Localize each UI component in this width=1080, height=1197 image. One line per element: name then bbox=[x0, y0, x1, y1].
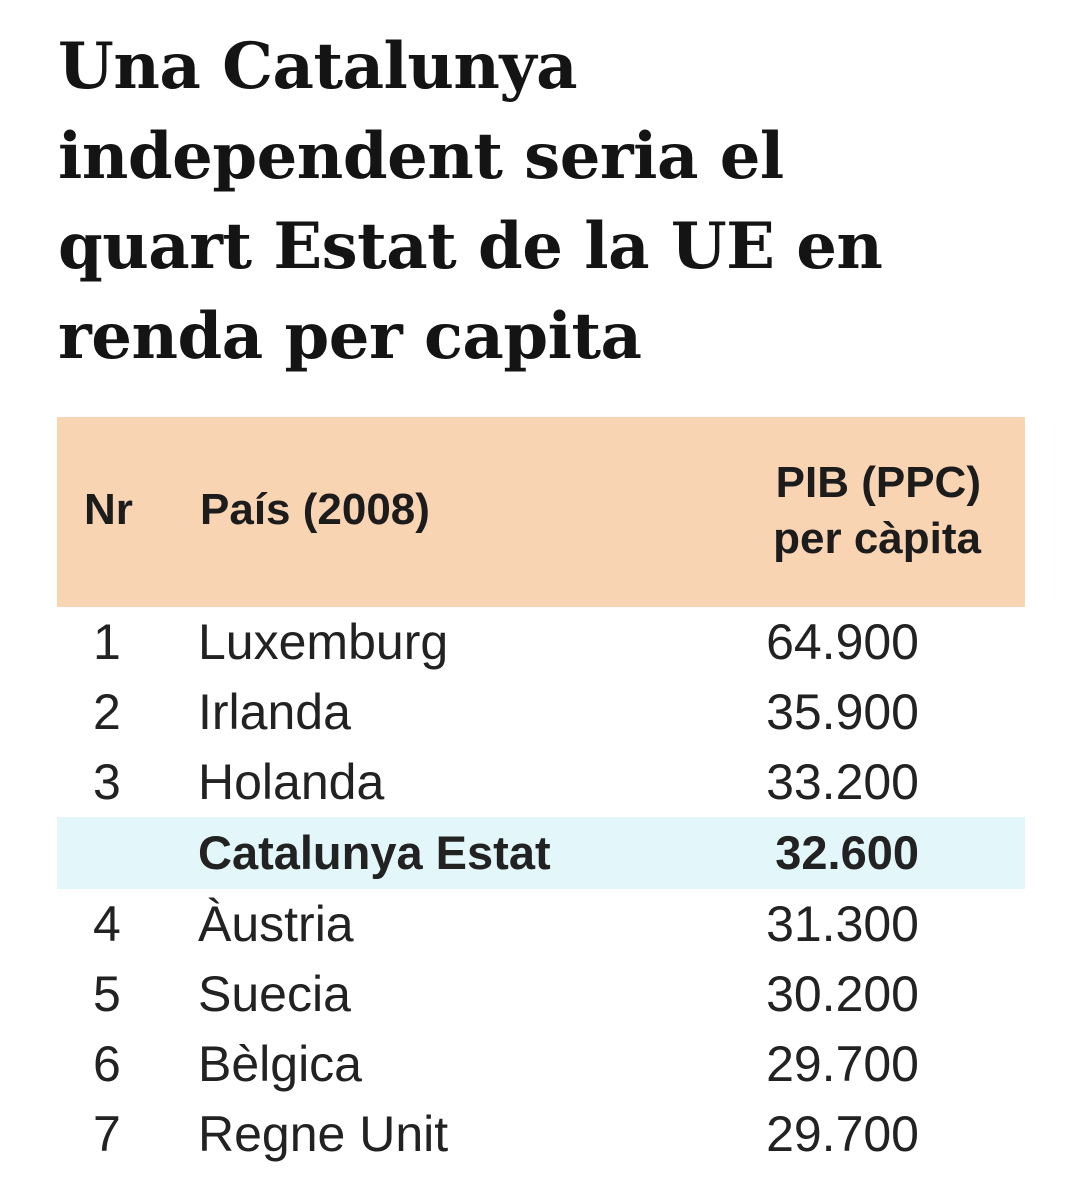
column-header-gdp-line1: PIB (PPC) bbox=[775, 458, 981, 507]
country-cell: Irlanda bbox=[198, 684, 351, 740]
country-cell: Bèlgica bbox=[198, 1036, 362, 1092]
column-header-nr: Nr bbox=[84, 485, 133, 534]
country-cell: Regne Unit bbox=[198, 1106, 449, 1162]
table-row bbox=[57, 1099, 1025, 1169]
headline bbox=[58, 22, 1048, 382]
country-cell: Luxemburg bbox=[198, 614, 449, 670]
country-cell: Holanda bbox=[198, 754, 385, 810]
table-row bbox=[57, 889, 1025, 959]
gdp-cell: 29.700 bbox=[766, 1036, 919, 1092]
column-header-gdp bbox=[773, 455, 981, 567]
rank-cell: 2 bbox=[93, 684, 121, 740]
gdp-cell: 35.900 bbox=[766, 684, 919, 740]
gdp-cell: 32.600 bbox=[775, 826, 919, 879]
country-cell: Catalunya Estat bbox=[198, 826, 551, 879]
gdp-table bbox=[57, 417, 1025, 1169]
headline-line: Una Catalunya bbox=[58, 29, 578, 104]
table-row-highlighted bbox=[57, 817, 1025, 889]
headline-line: independent seria el bbox=[58, 119, 784, 194]
country-cell: Suecia bbox=[198, 966, 351, 1022]
rank-cell: 5 bbox=[93, 966, 121, 1022]
rank-cell: 7 bbox=[93, 1106, 121, 1162]
headline-line: quart Estat de la UE en bbox=[58, 209, 883, 284]
gdp-cell: 64.900 bbox=[766, 614, 919, 670]
rank-cell: 3 bbox=[93, 754, 121, 810]
gdp-cell: 31.300 bbox=[766, 896, 919, 952]
table-body bbox=[57, 607, 1025, 1169]
rank-cell: 1 bbox=[93, 614, 121, 670]
table-row bbox=[57, 747, 1025, 817]
column-header-gdp-line2: per càpita bbox=[773, 514, 981, 563]
table-row bbox=[57, 607, 1025, 677]
rank-cell: 6 bbox=[93, 1036, 121, 1092]
gdp-cell: 29.700 bbox=[766, 1106, 919, 1162]
headline-line: renda per capita bbox=[58, 299, 642, 374]
table-header bbox=[57, 417, 1025, 607]
gdp-cell: 33.200 bbox=[766, 754, 919, 810]
table-row bbox=[57, 959, 1025, 1029]
column-header-country: País (2008) bbox=[200, 485, 430, 534]
table-row bbox=[57, 1029, 1025, 1099]
rank-cell: 4 bbox=[93, 896, 121, 952]
table-row bbox=[57, 677, 1025, 747]
country-cell: Àustria bbox=[198, 896, 354, 952]
gdp-cell: 30.200 bbox=[766, 966, 919, 1022]
